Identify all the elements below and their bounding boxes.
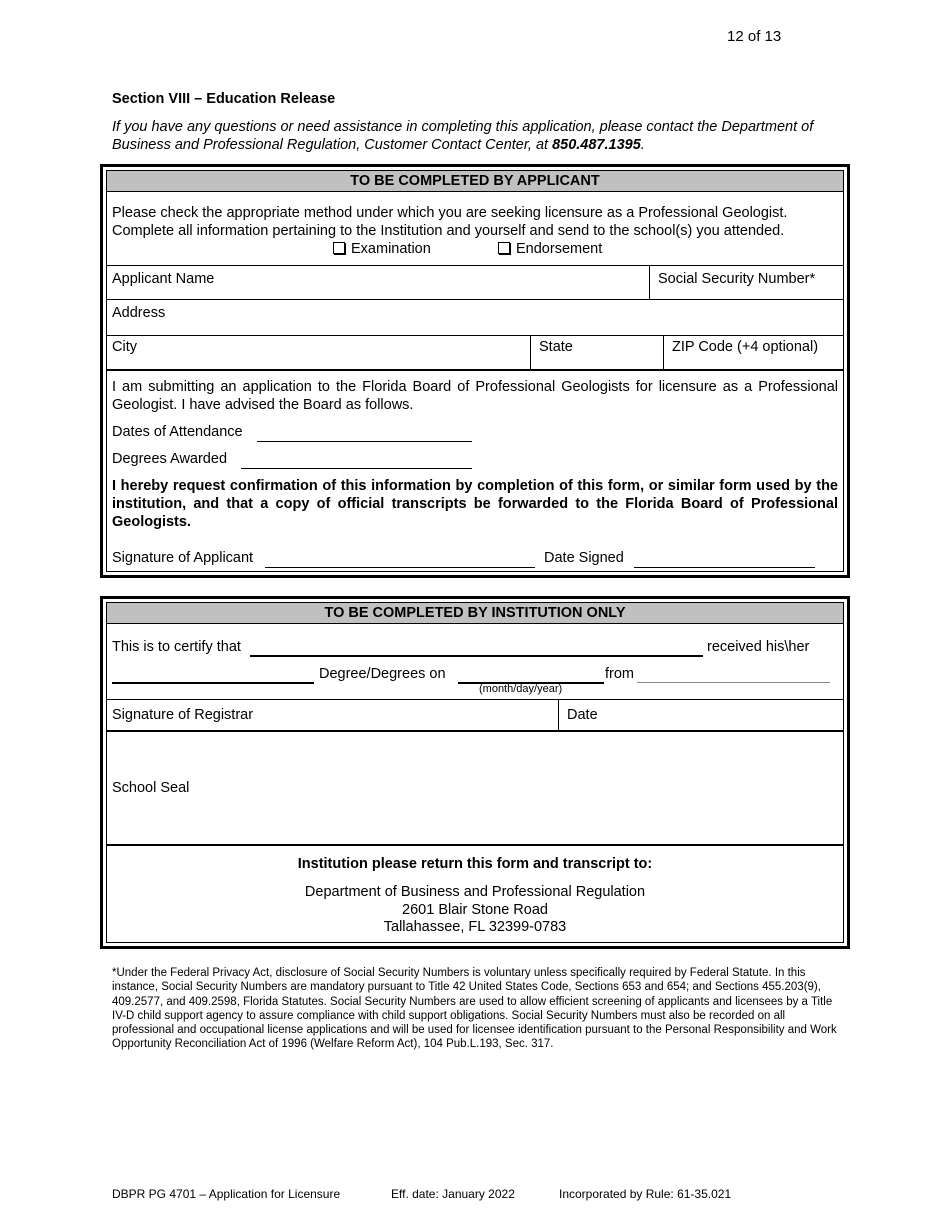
divider (107, 335, 843, 336)
divider (663, 335, 664, 369)
return-address-line-2: 2601 Blair Stone Road (402, 902, 548, 918)
return-address-line-1: Department of Business and Professional Regulation (304, 884, 646, 900)
date-signed-input[interactable] (634, 567, 815, 568)
endorsement-checkbox[interactable] (498, 242, 510, 254)
section-title: Section VIII – Education Release (112, 91, 336, 107)
divider (107, 369, 843, 371)
endorsement-option[interactable] (498, 240, 602, 258)
return-heading: Institution please return this form and transcript to: (297, 856, 653, 872)
applicant-inner (106, 170, 844, 572)
contact-phone: 850.487.1395 (552, 137, 641, 153)
divider (530, 335, 531, 369)
divider (107, 299, 843, 300)
intro-period: . (640, 137, 645, 153)
signature-label: Signature of Applicant (112, 550, 254, 566)
page-number: 12 of 13 (727, 28, 782, 45)
registrar-signature-field[interactable]: Signature of Registrar (112, 707, 254, 723)
applicant-section (100, 164, 850, 578)
received-label: received his\her (707, 639, 810, 655)
from-school-input[interactable] (637, 682, 830, 683)
footer-form-id: DBPR PG 4701 – Application for Licensure (112, 1187, 341, 1201)
privacy-footnote: *Under the Federal Privacy Act, disclosure of Social Security Numbers is voluntary unless specifically required by Federal Statute. In this instance, Social Security Numbers are mandatory pursuant to Title 42 United States Code, Sections 653 and 654; and Sections 455.203(9), 409.2577, and 409.2598, Florida Statutes. Social Security Numbers are used to allow efficient screening of applicants and licensees by a Title IV-D child support agency to assure compliance with child support obligations. Social Security Numbers must also be recorded on all professional and occupational license applications and will be used for licensee identification pursuant to the Personal Responsibility and Work Opportunity Reconciliation Act of 1996 (Welfare Reform Act), 104 Pub.L.193, Sec. 317. (112, 967, 837, 1051)
intro-text (112, 118, 832, 154)
state-field[interactable]: State (539, 339, 573, 355)
endorsement-label: Endorsement (516, 241, 603, 257)
divider (107, 730, 843, 732)
instructions-line-1: Please check the appropriate method under which you are seeking licensure as a Professional Geologist. (112, 205, 788, 221)
applicant-name-field[interactable]: Applicant Name (112, 271, 215, 287)
divider (558, 699, 559, 731)
date-format-hint: (month/day/year) (479, 683, 563, 695)
degree-input[interactable] (112, 682, 314, 684)
instructions-line-2: Complete all information pertaining to the Institution and yourself and send to the school(s) you attended. (112, 223, 785, 239)
examination-label: Examination (351, 241, 431, 257)
intro-body: If you have any questions or need assistance in completing this application, please contact the Department of Business and Professional Regulation, Customer Contact Center, at (112, 119, 814, 153)
address-field[interactable]: Address (112, 305, 166, 321)
registrar-date-field[interactable]: Date (567, 707, 598, 723)
footer-rule: Incorporated by Rule: 61-35.021 (559, 1187, 732, 1201)
graduate-name-input[interactable] (250, 655, 703, 657)
applicant-statement: I am submitting an application to the Florida Board of Professional Geologists for licensure as a Professional Geologist. I have advised the Board as follows. (112, 379, 838, 413)
divider (107, 844, 843, 846)
return-address-line-3: Tallahassee, FL 32399-0783 (383, 919, 567, 935)
examination-option[interactable] (333, 240, 431, 258)
degrees-awarded-label: Degrees Awarded (112, 451, 228, 467)
degrees-awarded-input[interactable] (241, 468, 472, 469)
footer-eff-date: Eff. date: January 2022 (391, 1187, 515, 1201)
from-label: from (605, 666, 634, 682)
institution-inner (106, 602, 844, 943)
school-seal-area: School Seal (112, 780, 190, 796)
institution-section (100, 596, 850, 949)
zip-field[interactable]: ZIP Code (+4 optional) (672, 339, 819, 355)
degree-on-label: Degree/Degrees on (319, 666, 446, 682)
dates-attendance-label: Dates of Attendance (112, 424, 243, 440)
certify-label: This is to certify that (112, 639, 241, 655)
date-signed-label: Date Signed (544, 550, 624, 566)
applicant-header: TO BE COMPLETED BY APPLICANT (107, 171, 843, 192)
institution-header: TO BE COMPLETED BY INSTITUTION ONLY (107, 603, 843, 624)
city-field[interactable]: City (112, 339, 137, 355)
examination-checkbox[interactable] (333, 242, 345, 254)
request-statement: I hereby request confirmation of this information by completion of this form, or similar form used by the institution, and that a copy of official transcripts be forwarded to the Florida Board of Professional Geologists. (112, 478, 838, 530)
divider (107, 699, 843, 700)
divider (107, 265, 843, 266)
dates-attendance-input[interactable] (257, 441, 472, 442)
signature-input[interactable] (265, 567, 535, 568)
ssn-field[interactable]: Social Security Number* (658, 271, 816, 287)
divider (649, 265, 650, 299)
